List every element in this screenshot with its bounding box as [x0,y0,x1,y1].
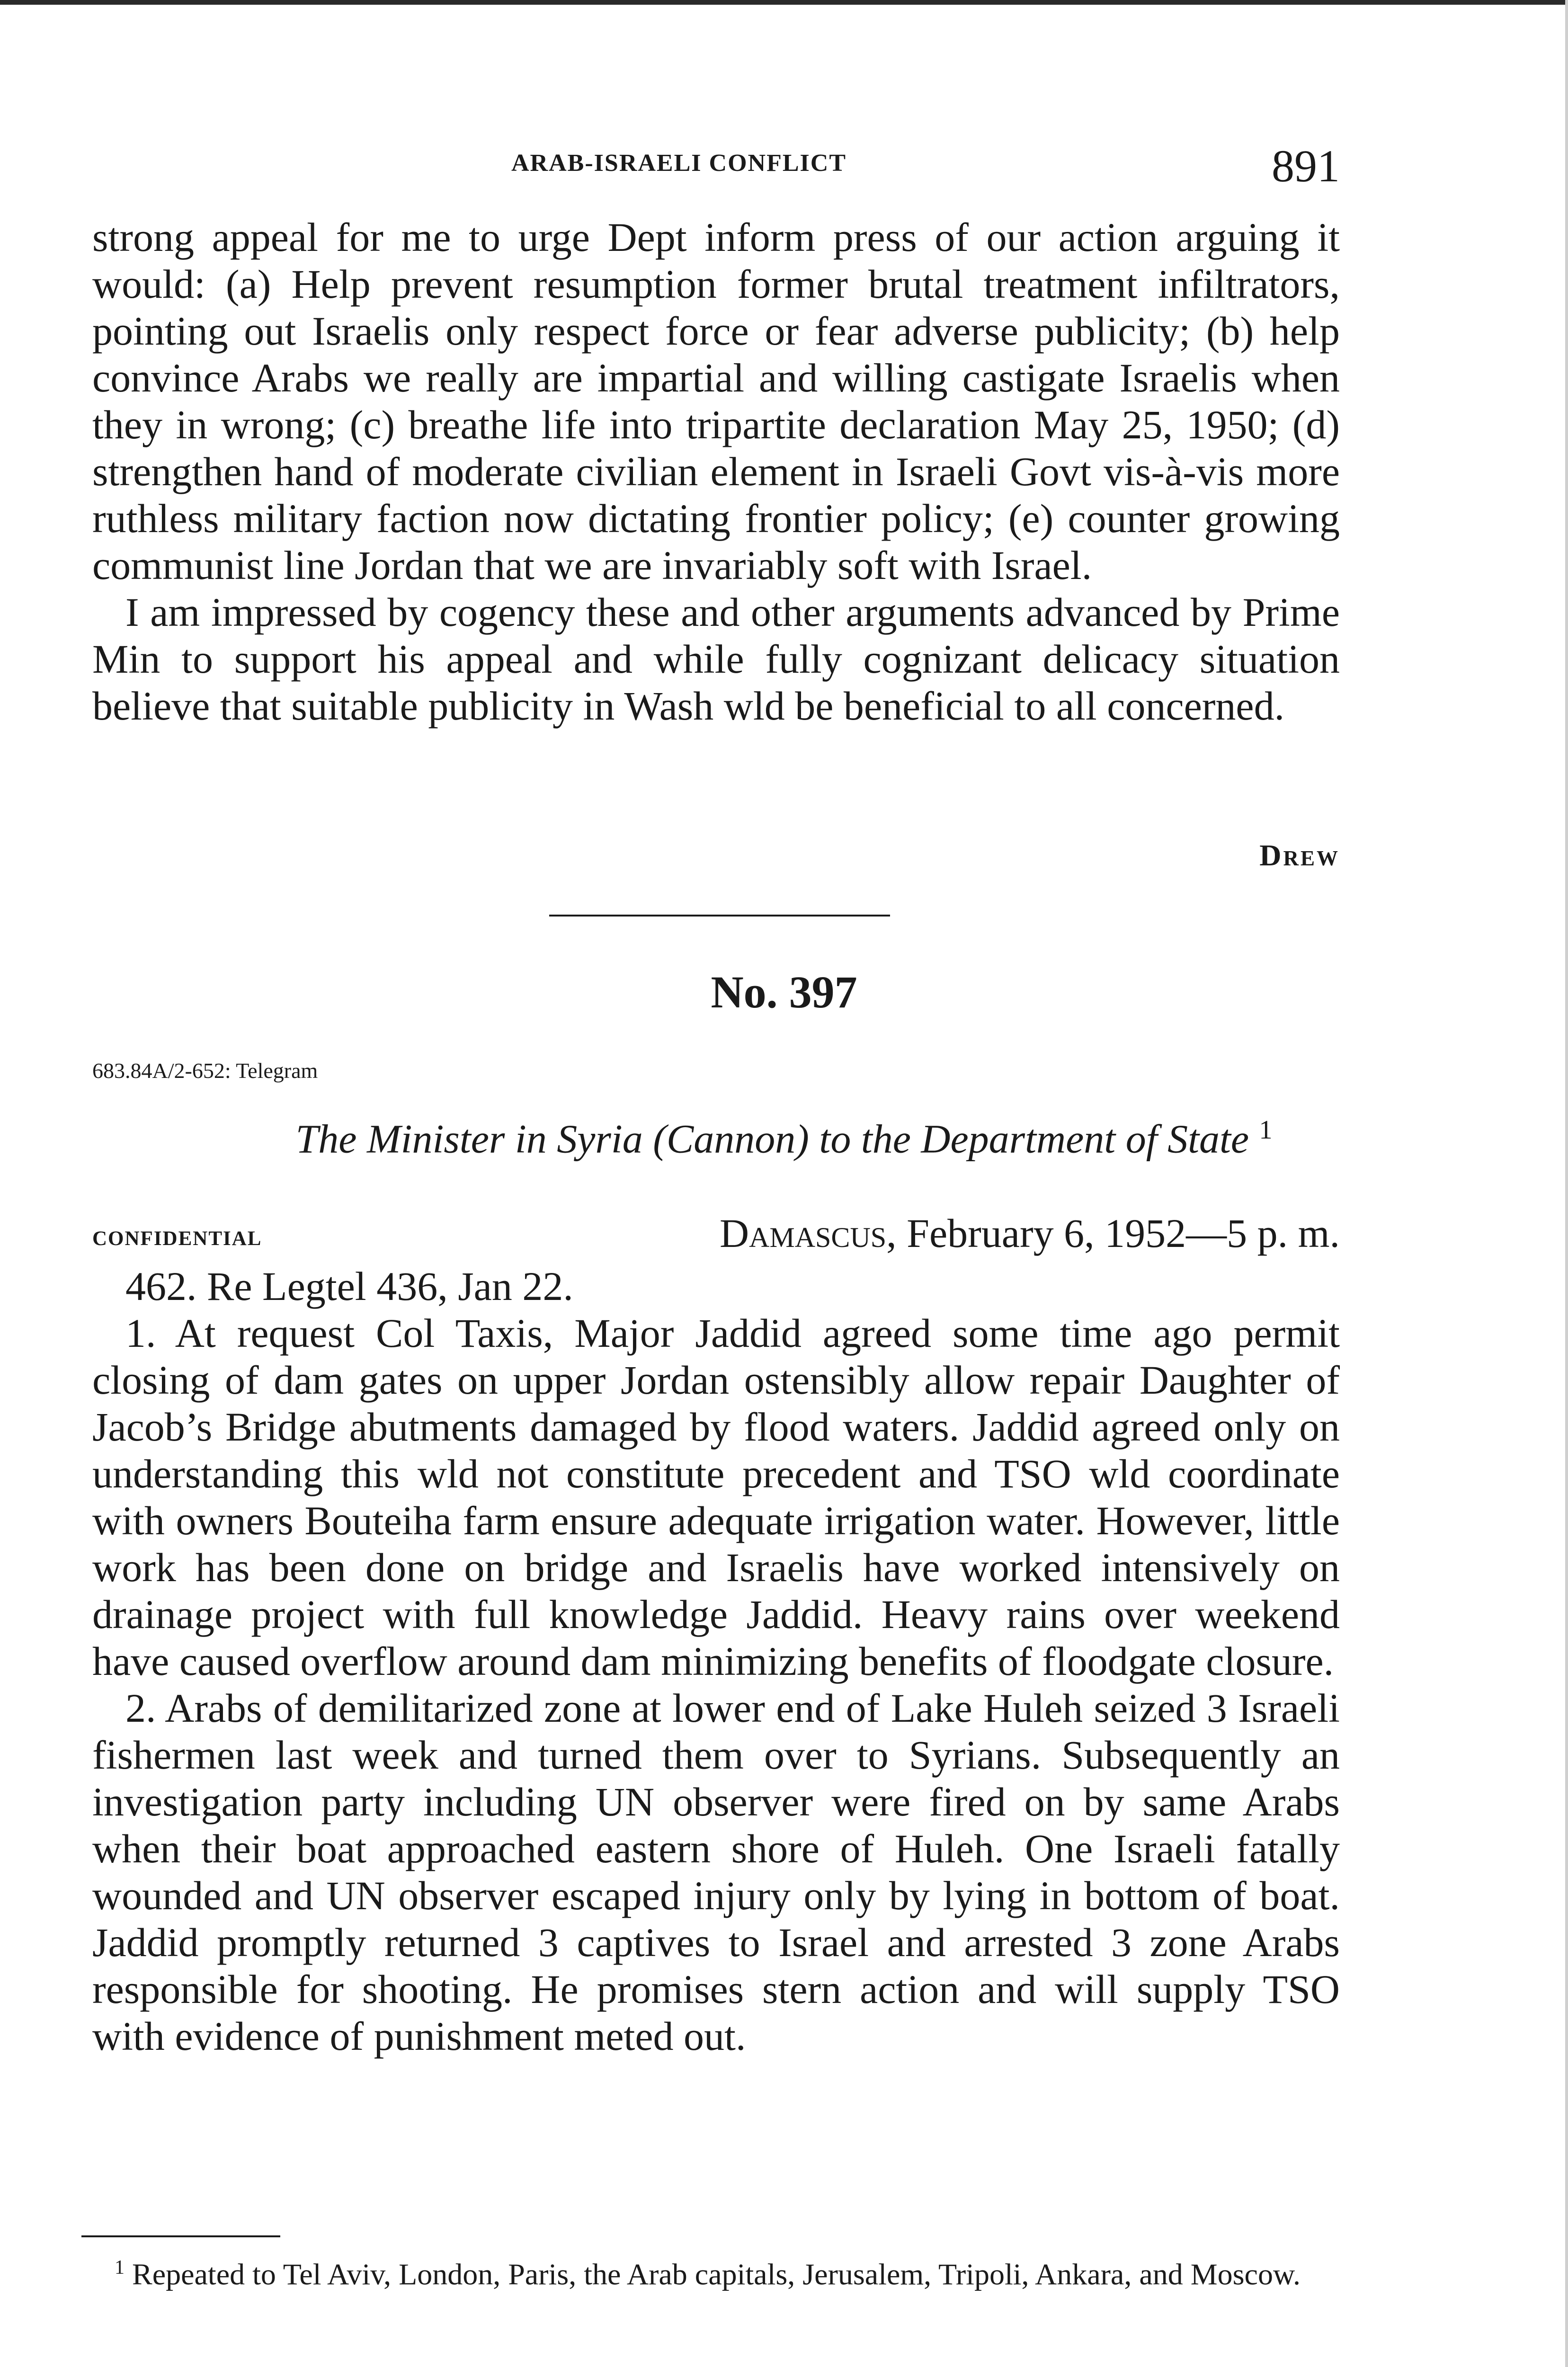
document-title-text: The Minister in Syria (Cannon) to the Department of State [295,1116,1249,1162]
dateline [720,1210,1340,1257]
page-number: 891 [1272,141,1340,191]
classification-label: confidential [92,1219,262,1252]
footnote-mark: 1 [115,2257,125,2278]
continuation-text [92,214,1340,730]
footnote-rule [81,2235,280,2237]
page-right-edge [1565,0,1568,2367]
section-divider [549,915,890,917]
file-reference: 683.84A/2-652: Telegram [92,1059,318,1083]
signature: Drew [1259,838,1340,872]
telegram-body [92,1263,1340,2060]
dateline-date: , February 6, 1952—5 p. m. [886,1210,1340,1256]
running-head-title: ARAB-ISRAELI CONFLICT [511,150,846,177]
document-title [0,1115,1568,1163]
continuation-paragraph-2: I am impressed by cogency these and other arguments advanced by Prime Min to support his appeal and while fully cognizant delicacy situation believe that suitable publicity in Wash wld be beneficial to all concerned. [92,589,1340,729]
telegram-paragraph: 2. Arabs of demilitarized zone at lower end of Lake Huleh seized 3 Israeli fishermen last week and turned them over to Syrians. Subsequently an investigation party including UN observer were fired on by same Arabs when their boat approached eastern shore of Huleh. One Israeli fatally wounded and UN observer escaped injury only by lying in bottom of boat. Jaddid promptly returned 3 captives to Israel and arrested 3 zone Arabs responsible for shooting. He promises stern action and will supply TSO with evidence of punishment meted out. [92,1685,1340,2059]
document-number: No. 397 [711,967,857,1017]
document-title-footnote-mark: 1 [1259,1115,1273,1145]
telegram-paragraph: 462. Re Legtel 436, Jan 22. [125,1264,573,1309]
continuation-paragraph-1: strong appeal for me to urge Dept inform press of our action arguing it would: (a) Help prevent resumption former brutal treatment infiltrators, pointing out Israelis only respect force or fear adverse publicity; (b) help convince Arabs we really are impartial and willing castigate Israelis when they in wrong; (c) breathe life into tripartite declaration May 25, 1950; (d) strengthen hand of moderate civilian element in Israeli Govt vis-à-vis more ruthless military faction now dictating frontier policy; (e) counter growing communist line Jordan that we are invariably soft with Israel. [92,214,1340,588]
footnote-text: Repeated to Tel Aviv, London, Paris, the Arab capitals, Jerusalem, Tripoli, Ankara, and Moscow. [125,2257,1301,2291]
running-head [0,141,1340,191]
footnote-text-block [81,2249,1341,2293]
dateline-place: Damascus [719,1210,887,1256]
footnote [81,2249,1341,2293]
telegram-paragraph: 1. At request Col Taxis, Major Jaddid agreed some time ago permit closing of dam gates on upper Jordan ostensibly allow repair Daughter of Jacob’s Bridge abutments damaged by flood waters. Jaddid agreed only on understanding this wld not constitute precedent and TSO wld coordinate with owners Bouteiha farm ensure adequate irrigation water. However, little work has been done on bridge and Israelis have worked intensively on drainage project with full knowledge Jaddid. Heavy rains over weekend have caused overflow around dam minimizing benefits of floodgate closure. [92,1310,1340,1684]
page-top-edge [0,0,1568,5]
